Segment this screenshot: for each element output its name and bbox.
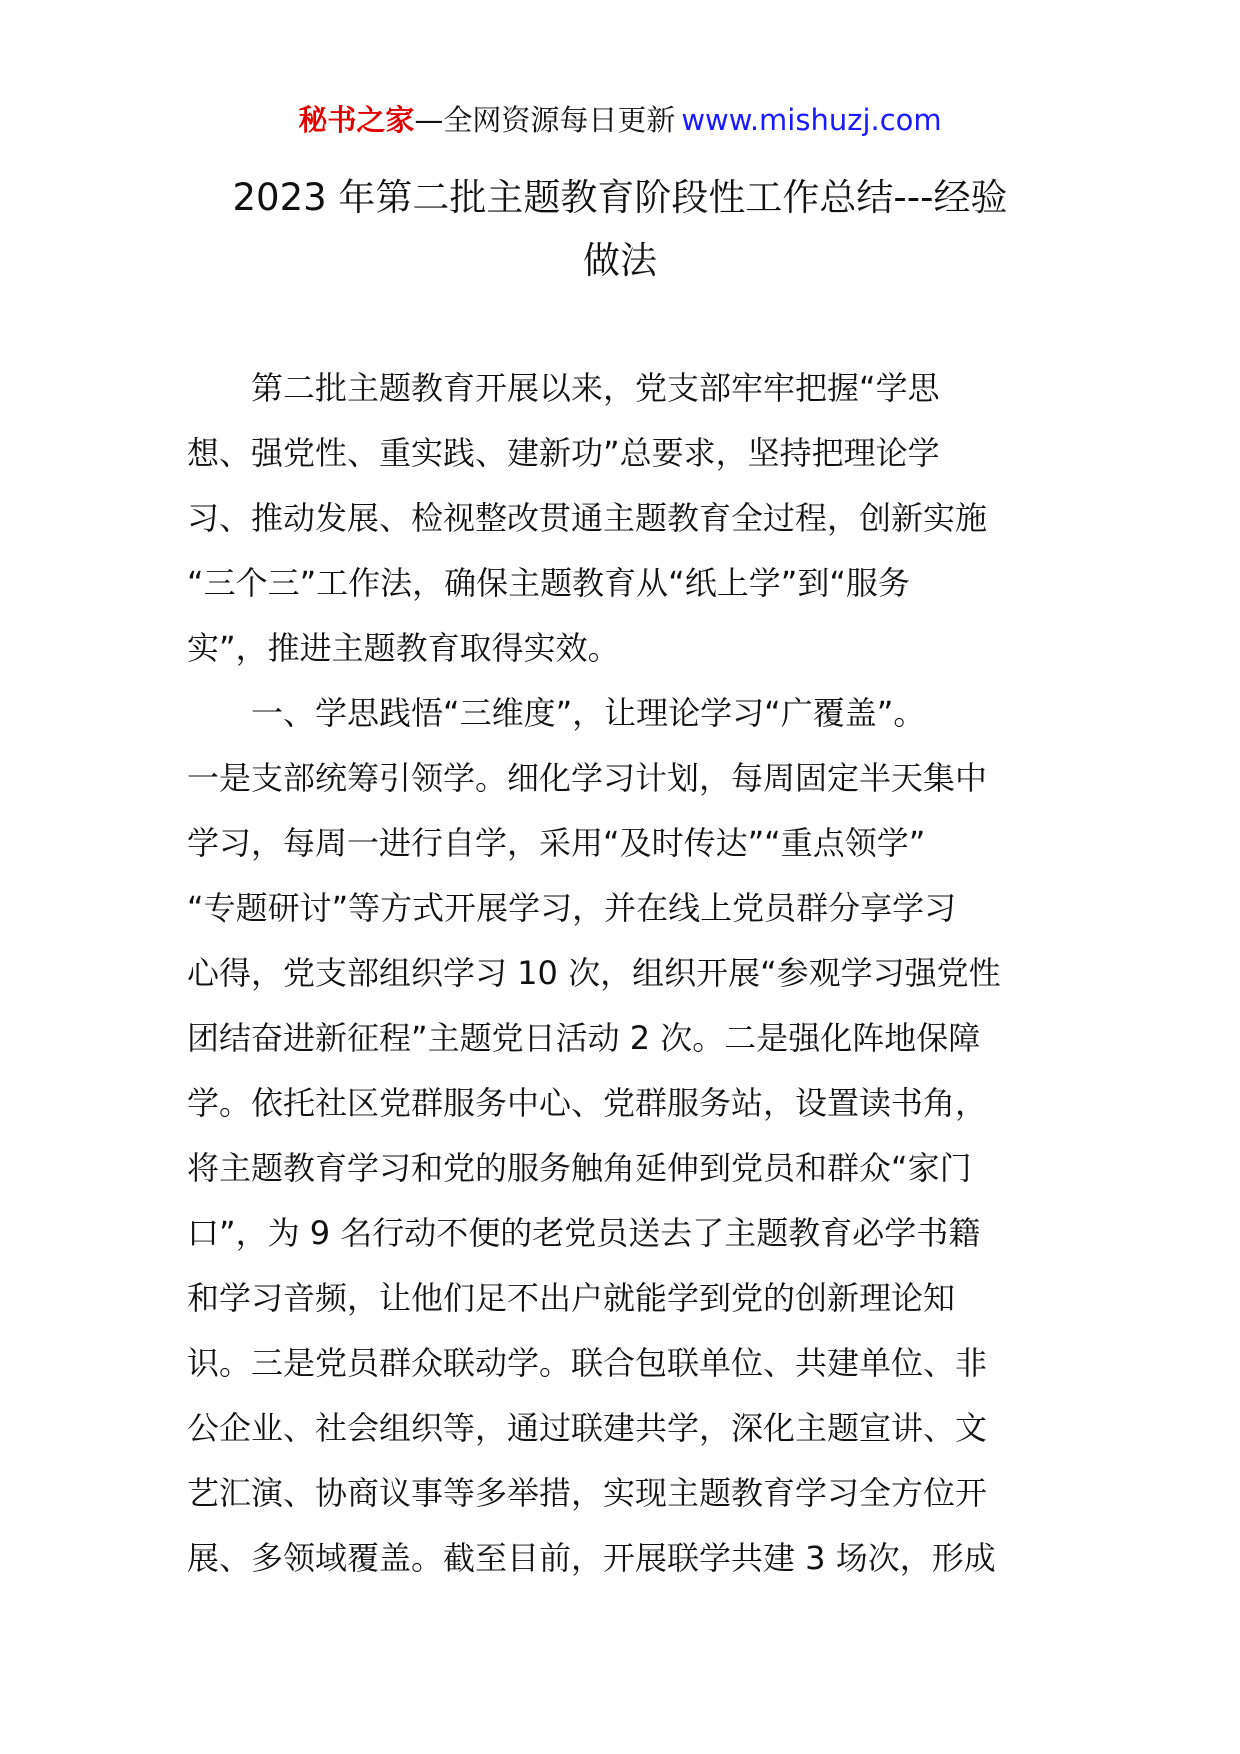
document-title: [150, 166, 1090, 292]
body-line: 心得，党支部组织学习 10 次，组织开展“参观学习强党性: [187, 954, 1001, 992]
header-slogan: 全网资源每日更新: [443, 103, 676, 137]
body-line: 口”，为 9 名行动不便的老党员送去了主题教育必学书籍: [187, 1214, 981, 1252]
body-line: 学习，每周一进行自学，采用“及时传达”“重点领学”: [187, 824, 926, 862]
body-line: 公企业、社会组织等，通过联建共学，深化主题宣讲、文: [187, 1409, 988, 1447]
body-line: “专题研讨”等方式开展学习，并在线上党员群分享学习: [187, 889, 957, 927]
header-dash: —: [414, 103, 444, 137]
document-body: [187, 356, 1053, 1591]
body-line: 和学习音频，让他们足不出户就能学到党的创新理论知: [187, 1279, 956, 1317]
body-line: 第二批主题教育开展以来，党支部牢牢把握“学思: [187, 369, 940, 407]
title-line-1: 2023 年第二批主题教育阶段性工作总结---经验: [232, 176, 1008, 219]
body-line: 实”，推进主题教育取得实效。: [187, 629, 620, 667]
body-line: 习、推动发展、检视整改贯通主题教育全过程，创新实施: [187, 499, 988, 537]
brand-name: 秘书之家: [298, 103, 415, 137]
body-line: 艺汇演、协商议事等多举措，实现主题教育学习全方位开: [187, 1474, 988, 1512]
body-line: 想、强党性、重实践、建新功”总要求，坚持把理论学: [187, 434, 940, 472]
site-header: [0, 100, 1240, 140]
site-url-link[interactable]: www.mishuzj.com: [681, 103, 942, 137]
body-line: 一是支部统筹引领学。细化学习计划，每周固定半天集中: [187, 759, 988, 797]
body-line: 学。依托社区党群服务中心、党群服务站，设置读书角，: [187, 1084, 988, 1122]
body-line: 团结奋进新征程”主题党日活动 2 次。二是强化阵地保障: [187, 1019, 981, 1057]
title-line-2: 做法: [583, 239, 657, 282]
body-line: 识。三是党员群众联动学。联合包联单位、共建单位、非: [187, 1344, 988, 1382]
body-line: 展、多领域覆盖。截至目前，开展联学共建 3 场次，形成: [187, 1539, 996, 1577]
section-heading-line: 一、学思践悟“三维度”，让理论学习“广覆盖”。: [187, 694, 926, 732]
body-line: “三个三”工作法，确保主题教育从“纸上学”到“服务: [187, 564, 910, 602]
body-line: 将主题教育学习和党的服务触角延伸到党员和群众“家门: [187, 1149, 972, 1187]
